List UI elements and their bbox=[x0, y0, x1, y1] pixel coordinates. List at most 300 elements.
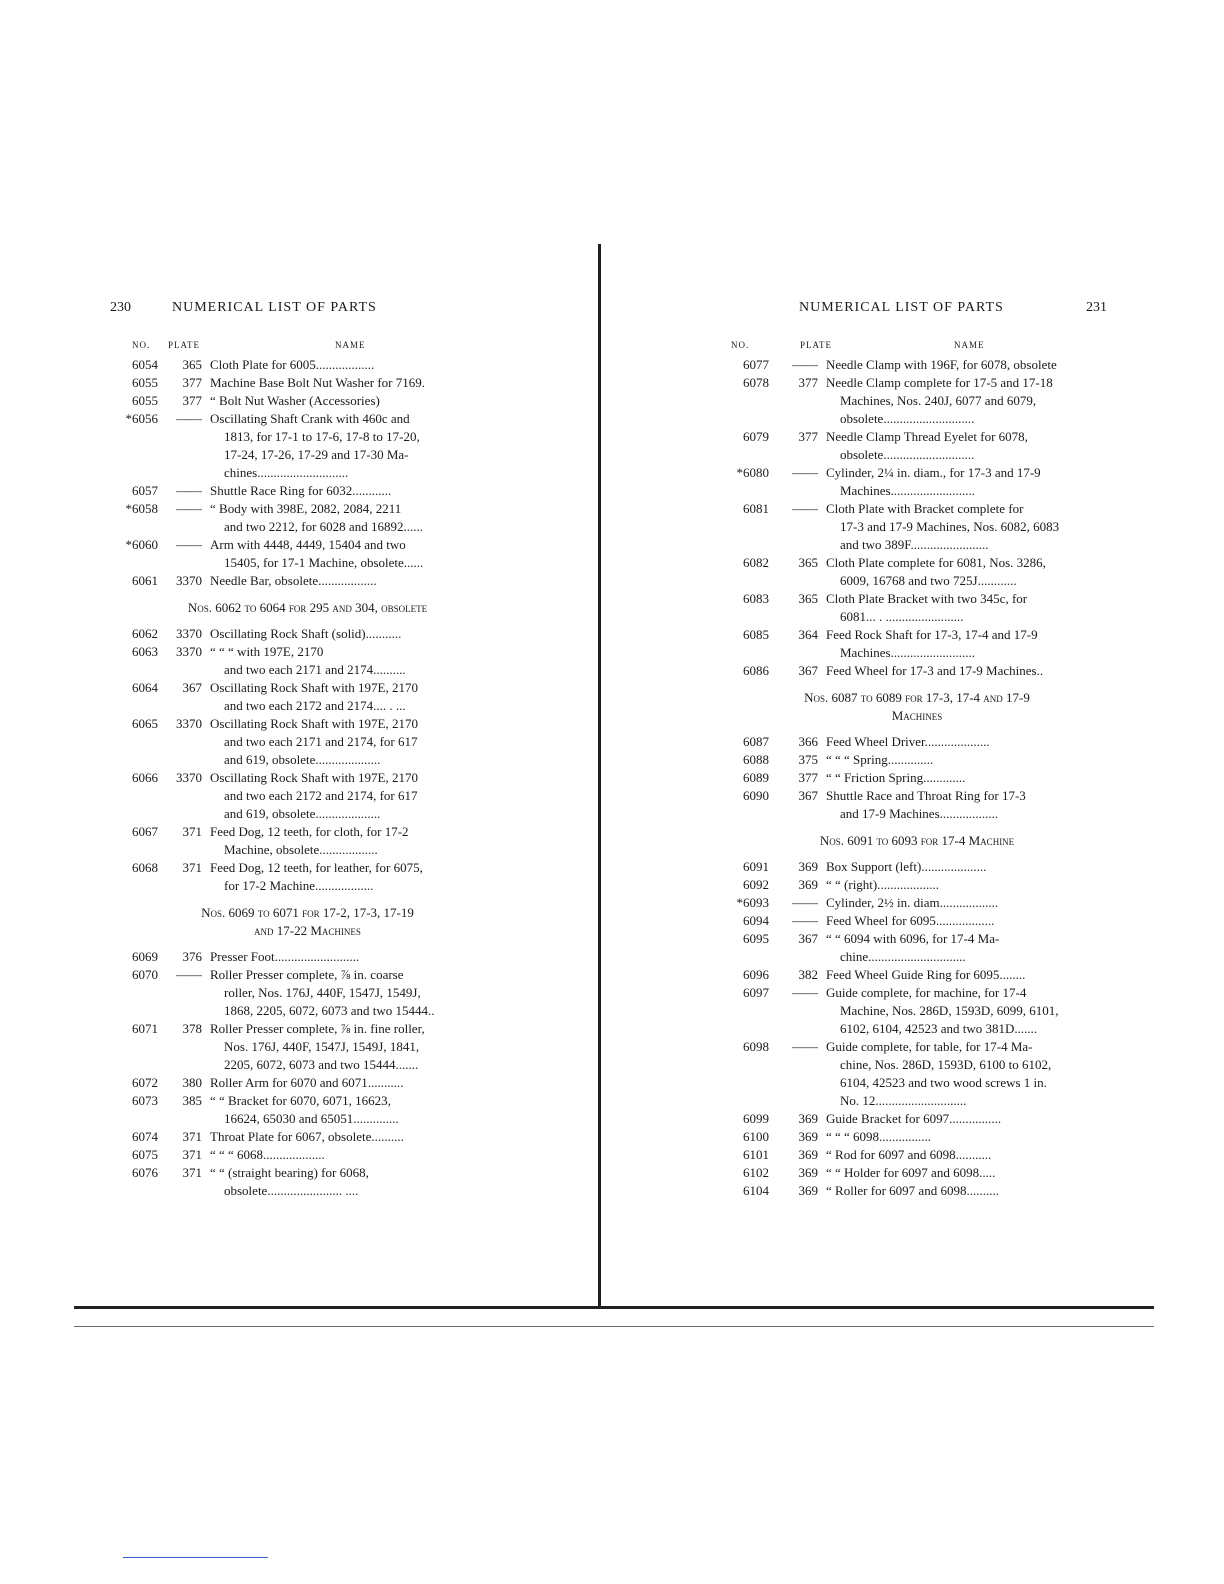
part-number: 6100 bbox=[743, 1129, 769, 1144]
part-name-line: 1868, 2205, 6072, 6073 and two 15444.. bbox=[224, 1003, 435, 1018]
plate-number: 3370 bbox=[176, 716, 202, 731]
col-header-plate: PLATE bbox=[168, 340, 200, 350]
part-name-line: No. 12............................ bbox=[840, 1093, 967, 1108]
plate-number: 377 bbox=[182, 393, 202, 408]
part-name-line: “ “ Friction Spring............. bbox=[826, 770, 966, 785]
plate-number: 367 bbox=[798, 788, 818, 803]
part-number: 6078 bbox=[743, 375, 769, 390]
part-name-line: 6009, 16768 and two 725J............ bbox=[840, 573, 1017, 588]
plate-number: —— bbox=[176, 501, 202, 516]
part-row bbox=[110, 1020, 505, 1074]
part-row bbox=[727, 1182, 1107, 1200]
part-name bbox=[826, 876, 1107, 894]
part-row bbox=[110, 679, 505, 715]
part-number: 6102 bbox=[743, 1165, 769, 1180]
part-name-line: Oscillating Shaft Crank with 460c and bbox=[210, 411, 410, 426]
part-name-line: Oscillating Rock Shaft with 197E, 2170 bbox=[210, 680, 418, 695]
footer-link-line bbox=[123, 1557, 268, 1558]
left-page bbox=[110, 300, 505, 1200]
part-row bbox=[727, 356, 1107, 374]
part-name-line: Machines, Nos. 240J, 6077 and 6079, bbox=[840, 393, 1037, 408]
part-number: 6055 bbox=[132, 375, 158, 390]
part-row bbox=[727, 374, 1107, 428]
plate-number: 378 bbox=[182, 1021, 202, 1036]
plate-number: 367 bbox=[798, 931, 818, 946]
part-name bbox=[826, 733, 1107, 751]
part-name bbox=[826, 500, 1107, 554]
part-row bbox=[727, 912, 1107, 930]
part-name bbox=[210, 625, 505, 643]
plate-number: 369 bbox=[798, 1165, 818, 1180]
right-running-head bbox=[727, 300, 1107, 322]
part-name-line: Cylinder, 2¼ in. diam., for 17-3 and 17-9 bbox=[826, 465, 1041, 480]
part-name bbox=[210, 1092, 505, 1128]
col-header-name: NAME bbox=[335, 340, 366, 350]
part-row bbox=[110, 643, 505, 679]
part-row bbox=[727, 464, 1107, 500]
part-row bbox=[110, 859, 505, 895]
part-number: 6069 bbox=[132, 949, 158, 964]
part-name-line: Roller Presser complete, ⅞ in. coarse bbox=[210, 967, 404, 982]
part-row bbox=[727, 966, 1107, 984]
part-row bbox=[727, 984, 1107, 1038]
part-name-line: “ “ “ 6068................... bbox=[210, 1147, 325, 1162]
page-gutter bbox=[598, 244, 601, 1306]
part-number: 6077 bbox=[743, 357, 769, 372]
part-name bbox=[826, 1038, 1107, 1110]
part-name bbox=[210, 572, 505, 590]
part-number: 6057 bbox=[132, 483, 158, 498]
part-number: *6056 bbox=[125, 411, 158, 426]
part-name-line: Guide complete, for machine, for 17-4 bbox=[826, 985, 1027, 1000]
part-name-line: “ “ 6094 with 6096, for 17-4 Ma- bbox=[826, 931, 1000, 946]
part-name-line: Needle Clamp complete for 17-5 and 17-18 bbox=[826, 375, 1053, 390]
part-row bbox=[110, 1146, 505, 1164]
part-name bbox=[210, 1146, 505, 1164]
part-number: 6072 bbox=[132, 1075, 158, 1090]
part-name bbox=[826, 787, 1107, 823]
right-page bbox=[727, 300, 1107, 1200]
part-name-line: chine.............................. bbox=[840, 949, 966, 964]
col-header-name: NAME bbox=[954, 340, 985, 350]
plate-number: 369 bbox=[798, 1111, 818, 1126]
part-number: 6066 bbox=[132, 770, 158, 785]
part-number: 6085 bbox=[743, 627, 769, 642]
plate-number: 369 bbox=[798, 1147, 818, 1162]
part-number: 6083 bbox=[743, 591, 769, 606]
part-number: 6073 bbox=[132, 1093, 158, 1108]
plate-number: 3370 bbox=[176, 626, 202, 641]
part-name-line: Cloth Plate for 6005.................. bbox=[210, 357, 375, 372]
part-row bbox=[727, 1038, 1107, 1110]
section-heading-line: Nos. 6069 to 6071 for 17-2, 17-3, 17-19 bbox=[201, 905, 414, 920]
part-name bbox=[826, 356, 1107, 374]
part-name-line: and 619, obsolete.................... bbox=[224, 752, 381, 767]
section-heading-line: Nos. 6091 to 6093 for 17-4 Machine bbox=[819, 833, 1015, 848]
part-name-line: Machines.......................... bbox=[840, 483, 976, 498]
part-name-line: 17-24, 17-26, 17-29 and 17-30 Ma- bbox=[224, 447, 409, 462]
part-name-line: Roller Arm for 6070 and 6071........... bbox=[210, 1075, 404, 1090]
part-number: 6071 bbox=[132, 1021, 158, 1036]
part-name-line: 16624, 65030 and 65051.............. bbox=[224, 1111, 399, 1126]
part-name bbox=[826, 984, 1107, 1038]
part-row bbox=[110, 392, 505, 410]
part-number: 6091 bbox=[743, 859, 769, 874]
left-running-head bbox=[110, 300, 505, 322]
part-row bbox=[727, 787, 1107, 823]
part-name-line: “ Bolt Nut Washer (Accessories) bbox=[210, 393, 380, 408]
part-name bbox=[210, 859, 505, 895]
part-name-line: Oscillating Rock Shaft with 197E, 2170 bbox=[210, 716, 418, 731]
part-name-line: “ Body with 398E, 2082, 2084, 2211 bbox=[210, 501, 402, 516]
part-name-line: Needle Bar, obsolete.................. bbox=[210, 573, 377, 588]
part-name bbox=[826, 912, 1107, 930]
part-name-line: Shuttle Race and Throat Ring for 17-3 bbox=[826, 788, 1026, 803]
part-name-line: and two each 2171 and 2174, for 617 bbox=[224, 734, 418, 749]
part-name bbox=[210, 500, 505, 536]
part-name-line: Cylinder, 2½ in. diam.................. bbox=[826, 895, 999, 910]
part-row bbox=[727, 1128, 1107, 1146]
plate-number: 385 bbox=[182, 1093, 202, 1108]
plate-number: —— bbox=[792, 1039, 818, 1054]
plate-number: 371 bbox=[182, 1165, 202, 1180]
section-heading bbox=[110, 904, 505, 940]
part-name bbox=[210, 410, 505, 482]
col-header-no: NO. bbox=[731, 340, 750, 350]
part-name-line: “ Rod for 6097 and 6098........... bbox=[826, 1147, 992, 1162]
part-number: 6055 bbox=[132, 393, 158, 408]
part-name-line: 6104, 42523 and two wood screws 1 in. bbox=[840, 1075, 1047, 1090]
part-name-line: “ “ Holder for 6097 and 6098..... bbox=[826, 1165, 996, 1180]
part-name-line: “ “ (right)................... bbox=[826, 877, 940, 892]
plate-number: 377 bbox=[798, 429, 818, 444]
left-parts-list bbox=[110, 356, 505, 1200]
scan-bottom-rule bbox=[74, 1306, 1154, 1309]
part-name bbox=[210, 392, 505, 410]
part-name bbox=[210, 482, 505, 500]
part-row bbox=[727, 500, 1107, 554]
part-name bbox=[826, 374, 1107, 428]
part-name-line: and 619, obsolete.................... bbox=[224, 806, 381, 821]
part-number: 6054 bbox=[132, 357, 158, 372]
plate-number: —— bbox=[792, 465, 818, 480]
plate-number: 3370 bbox=[176, 573, 202, 588]
part-name-line: 6081... . ........................ bbox=[840, 609, 964, 624]
part-number: 6074 bbox=[132, 1129, 158, 1144]
part-number: 6076 bbox=[132, 1165, 158, 1180]
part-name-line: Shuttle Race Ring for 6032............ bbox=[210, 483, 392, 498]
part-name bbox=[210, 1128, 505, 1146]
plate-number: 377 bbox=[798, 770, 818, 785]
part-row bbox=[110, 1164, 505, 1200]
part-name-line: Oscillating Rock Shaft with 197E, 2170 bbox=[210, 770, 418, 785]
plate-number: —— bbox=[792, 913, 818, 928]
part-number: 6067 bbox=[132, 824, 158, 839]
part-number: *6058 bbox=[125, 501, 158, 516]
part-name bbox=[826, 554, 1107, 590]
part-row bbox=[110, 823, 505, 859]
part-name bbox=[826, 662, 1107, 680]
part-name-line: for 17-2 Machine.................. bbox=[224, 878, 374, 893]
plate-number: 371 bbox=[182, 860, 202, 875]
part-name bbox=[210, 356, 505, 374]
part-row bbox=[727, 894, 1107, 912]
part-name bbox=[826, 894, 1107, 912]
part-row bbox=[110, 500, 505, 536]
part-name-line: “ “ (straight bearing) for 6068, bbox=[210, 1165, 369, 1180]
part-row bbox=[110, 966, 505, 1020]
part-number: 6081 bbox=[743, 501, 769, 516]
part-name bbox=[210, 536, 505, 572]
part-row bbox=[727, 590, 1107, 626]
part-number: 6062 bbox=[132, 626, 158, 641]
part-name bbox=[826, 966, 1107, 984]
part-name-line: Throat Plate for 6067, obsolete.......... bbox=[210, 1129, 404, 1144]
part-name bbox=[826, 751, 1107, 769]
part-row bbox=[110, 1074, 505, 1092]
part-name-line: Guide complete, for table, for 17-4 Ma- bbox=[826, 1039, 1033, 1054]
part-name-line: “ “ Bracket for 6070, 6071, 16623, bbox=[210, 1093, 391, 1108]
part-number: 6099 bbox=[743, 1111, 769, 1126]
part-number: 6097 bbox=[743, 985, 769, 1000]
part-number: 6096 bbox=[743, 967, 769, 982]
part-name-line: Cloth Plate complete for 6081, Nos. 3286, bbox=[826, 555, 1046, 570]
plate-number: —— bbox=[792, 357, 818, 372]
part-name bbox=[826, 930, 1107, 966]
left-running-title: NUMERICAL LIST OF PARTS bbox=[172, 300, 377, 315]
part-name bbox=[826, 590, 1107, 626]
part-number: 6065 bbox=[132, 716, 158, 731]
part-number: 6061 bbox=[132, 573, 158, 588]
part-name-line: Oscillating Rock Shaft (solid)........... bbox=[210, 626, 402, 641]
part-name-line: and two 2212, for 6028 and 16892...... bbox=[224, 519, 423, 534]
part-name-line: Feed Rock Shaft for 17-3, 17-4 and 17-9 bbox=[826, 627, 1038, 642]
part-row bbox=[110, 482, 505, 500]
part-number: 6087 bbox=[743, 734, 769, 749]
part-number: *6093 bbox=[736, 895, 769, 910]
part-row bbox=[110, 410, 505, 482]
plate-number: 382 bbox=[798, 967, 818, 982]
right-parts-list bbox=[727, 356, 1107, 1200]
part-name-line: Guide Bracket for 6097................ bbox=[826, 1111, 1002, 1126]
part-name bbox=[826, 1182, 1107, 1200]
part-name-line: “ “ “ with 197E, 2170 bbox=[210, 644, 324, 659]
part-row bbox=[110, 536, 505, 572]
part-number: 6063 bbox=[132, 644, 158, 659]
plate-number: 369 bbox=[798, 1183, 818, 1198]
part-row bbox=[110, 625, 505, 643]
part-row bbox=[110, 1128, 505, 1146]
part-row bbox=[110, 572, 505, 590]
section-heading-line: Nos. 6062 to 6064 for 295 and 304, obsolete bbox=[187, 600, 428, 615]
plate-number: 3370 bbox=[176, 770, 202, 785]
section-heading-line: and 17-22 Machines bbox=[254, 923, 361, 938]
part-name-line: Box Support (left).................... bbox=[826, 859, 987, 874]
part-row bbox=[110, 374, 505, 392]
part-row bbox=[110, 356, 505, 374]
part-number: 6086 bbox=[743, 663, 769, 678]
plate-number: 369 bbox=[798, 1129, 818, 1144]
plate-number: —— bbox=[176, 967, 202, 982]
right-column-headers bbox=[727, 340, 1107, 356]
part-name bbox=[826, 769, 1107, 787]
part-row bbox=[110, 769, 505, 823]
part-name-line: Roller Presser complete, ⅞ in. fine roller, bbox=[210, 1021, 425, 1036]
part-name-line: obsolete............................ bbox=[840, 411, 975, 426]
part-number: 6088 bbox=[743, 752, 769, 767]
part-row bbox=[727, 554, 1107, 590]
part-name-line: obsolete....................... .... bbox=[224, 1183, 359, 1198]
part-number: 6090 bbox=[743, 788, 769, 803]
plate-number: 371 bbox=[182, 1129, 202, 1144]
part-row bbox=[727, 876, 1107, 894]
plate-number: —— bbox=[792, 985, 818, 1000]
part-row bbox=[727, 858, 1107, 876]
part-number: 6070 bbox=[132, 967, 158, 982]
part-number: 6095 bbox=[743, 931, 769, 946]
part-number: 6104 bbox=[743, 1183, 769, 1198]
part-name bbox=[210, 679, 505, 715]
plate-number: 371 bbox=[182, 1147, 202, 1162]
part-name-line: 1813, for 17-1 to 17-6, 17-8 to 17-20, bbox=[224, 429, 420, 444]
part-name-line: 6102, 6104, 42523 and two 381D....... bbox=[840, 1021, 1038, 1036]
part-name bbox=[210, 769, 505, 823]
plate-number: 377 bbox=[182, 375, 202, 390]
part-name bbox=[210, 823, 505, 859]
part-row bbox=[110, 715, 505, 769]
part-number: 6092 bbox=[743, 877, 769, 892]
part-name-line: 15405, for 17-1 Machine, obsolete...... bbox=[224, 555, 424, 570]
part-number: 6101 bbox=[743, 1147, 769, 1162]
part-name-line: and 17-9 Machines.................. bbox=[840, 806, 999, 821]
plate-number: 376 bbox=[182, 949, 202, 964]
part-row bbox=[727, 751, 1107, 769]
part-name-line: Feed Wheel Guide Ring for 6095........ bbox=[826, 967, 1026, 982]
part-name-line: and two each 2172 and 2174.... . ... bbox=[224, 698, 406, 713]
part-name bbox=[826, 858, 1107, 876]
part-name-line: 17-3 and 17-9 Machines, Nos. 6082, 6083 bbox=[840, 519, 1060, 534]
plate-number: 380 bbox=[182, 1075, 202, 1090]
plate-number: —— bbox=[792, 895, 818, 910]
plate-number: 366 bbox=[798, 734, 818, 749]
part-name-line: Machine, obsolete.................. bbox=[224, 842, 378, 857]
part-name-line: Feed Dog, 12 teeth, for cloth, for 17-2 bbox=[210, 824, 409, 839]
right-running-title: NUMERICAL LIST OF PARTS bbox=[799, 300, 1004, 315]
plate-number: 365 bbox=[182, 357, 202, 372]
part-name bbox=[826, 1164, 1107, 1182]
left-column-headers bbox=[110, 340, 505, 356]
part-name-line: Needle Clamp Thread Eyelet for 6078, bbox=[826, 429, 1028, 444]
part-name-line: “ “ “ Spring.............. bbox=[826, 752, 934, 767]
plate-number: 3370 bbox=[176, 644, 202, 659]
plate-number: 369 bbox=[798, 859, 818, 874]
part-number: 6075 bbox=[132, 1147, 158, 1162]
part-name-line: and two each 2172 and 2174, for 617 bbox=[224, 788, 418, 803]
part-name bbox=[826, 626, 1107, 662]
part-number: 6082 bbox=[743, 555, 769, 570]
part-name-line: chine, Nos. 286D, 1593D, 6100 to 6102, bbox=[840, 1057, 1052, 1072]
part-name-line: Cloth Plate with Bracket complete for bbox=[826, 501, 1024, 516]
plate-number: 367 bbox=[182, 680, 202, 695]
part-row bbox=[727, 769, 1107, 787]
part-name-line: 2205, 6072, 6073 and two 15444....... bbox=[224, 1057, 419, 1072]
part-name bbox=[210, 1164, 505, 1200]
part-name bbox=[210, 948, 505, 966]
part-name bbox=[210, 1074, 505, 1092]
part-name-line: Needle Clamp with 196F, for 6078, obsolete bbox=[826, 357, 1057, 372]
part-name-line: Feed Wheel for 17-3 and 17-9 Machines.. bbox=[826, 663, 1044, 678]
part-row bbox=[727, 1110, 1107, 1128]
plate-number: —— bbox=[176, 537, 202, 552]
part-row bbox=[727, 930, 1107, 966]
part-name-line: Feed Dog, 12 teeth, for leather, for 6075, bbox=[210, 860, 423, 875]
plate-number: —— bbox=[792, 501, 818, 516]
part-number: 6089 bbox=[743, 770, 769, 785]
section-heading bbox=[727, 689, 1107, 725]
part-row bbox=[727, 626, 1107, 662]
plate-number: 377 bbox=[798, 375, 818, 390]
plate-number: 367 bbox=[798, 663, 818, 678]
section-heading-line: Nos. 6087 to 6089 for 17-3, 17-4 and 17-9 bbox=[804, 690, 1030, 705]
part-name-line: and two each 2171 and 2174.......... bbox=[224, 662, 406, 677]
part-row bbox=[727, 733, 1107, 751]
part-name-line: chines............................ bbox=[224, 465, 349, 480]
part-name bbox=[826, 1128, 1107, 1146]
plate-number: 365 bbox=[798, 591, 818, 606]
plate-number: 371 bbox=[182, 824, 202, 839]
part-name bbox=[210, 966, 505, 1020]
part-name bbox=[210, 1020, 505, 1074]
part-name-line: Machine, Nos. 286D, 1593D, 6099, 6101, bbox=[840, 1003, 1059, 1018]
part-row bbox=[110, 1092, 505, 1128]
plate-number: 375 bbox=[798, 752, 818, 767]
part-row bbox=[727, 1146, 1107, 1164]
plate-number: —— bbox=[176, 411, 202, 426]
part-name-line: and two 389F........................ bbox=[840, 537, 989, 552]
part-number: *6080 bbox=[736, 465, 769, 480]
part-name bbox=[826, 1146, 1107, 1164]
part-name-line: Machine Base Bolt Nut Washer for 7169. bbox=[210, 375, 425, 390]
part-name-line: Machines.......................... bbox=[840, 645, 976, 660]
part-number: 6064 bbox=[132, 680, 158, 695]
part-row bbox=[727, 1164, 1107, 1182]
part-number: 6098 bbox=[743, 1039, 769, 1054]
part-row bbox=[110, 948, 505, 966]
part-name-line: “ Roller for 6097 and 6098.......... bbox=[826, 1183, 999, 1198]
col-header-no: NO. bbox=[132, 340, 151, 350]
plate-number: 365 bbox=[798, 555, 818, 570]
section-heading bbox=[727, 832, 1107, 850]
col-header-plate: PLATE bbox=[800, 340, 832, 350]
plate-number: 364 bbox=[798, 627, 818, 642]
part-name-line: Arm with 4448, 4449, 15404 and two bbox=[210, 537, 406, 552]
part-row bbox=[727, 662, 1107, 680]
section-heading bbox=[110, 599, 505, 617]
left-page-number: 230 bbox=[110, 300, 131, 315]
part-name bbox=[210, 715, 505, 769]
part-name-line: roller, Nos. 176J, 440F, 1547J, 1549J, bbox=[224, 985, 421, 1000]
scan-bottom-thin-rule bbox=[74, 1326, 1154, 1327]
part-number: 6068 bbox=[132, 860, 158, 875]
part-number: 6094 bbox=[743, 913, 769, 928]
part-name bbox=[210, 374, 505, 392]
part-name bbox=[826, 1110, 1107, 1128]
part-name-line: “ “ “ 6098................ bbox=[826, 1129, 932, 1144]
part-number: 6079 bbox=[743, 429, 769, 444]
part-name-line: Feed Wheel Driver.................... bbox=[826, 734, 990, 749]
plate-number: —— bbox=[176, 483, 202, 498]
part-name-line: obsolete............................ bbox=[840, 447, 975, 462]
